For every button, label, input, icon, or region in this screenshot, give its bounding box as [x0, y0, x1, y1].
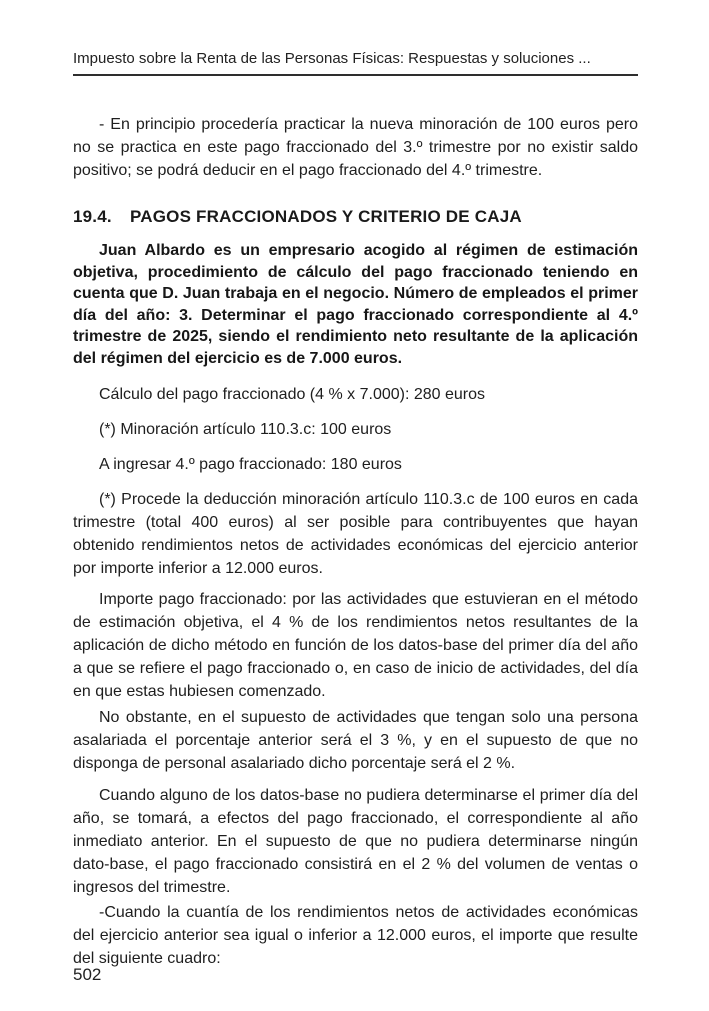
paragraph-cuando-cuantia: -Cuando la cuantía de los rendimientos netos de actividades económicas del ejercicio anterior sea igual o inferior a 12.000 euros, el importe que resulte del siguiente cuadro: — [73, 904, 638, 967]
paragraph-importe-pago-fraccionado: Importe pago fraccionado: por las actividades que estuvieran en el método de estimación objetiva, el 4 % de los rendimientos netos resultantes de la aplicación de dicho método en función de los datos-base del primer día del año a que se refiere el pago fraccionado o, en caso de inicio de actividades, del día en que estas hubiesen comenzado. — [73, 591, 638, 700]
paragraph-no-obstante: No obstante, en el supuesto de actividades que tengan solo una persona asalariada el porcentaje anterior será el 3 %, y en el supuesto de que no disponga de personal asalariado dicho porcentaje será el 2 %. — [73, 709, 638, 772]
page-number: 502 — [73, 965, 102, 984]
section-title: PAGOS FRACCIONADOS Y CRITERIO DE CAJA — [130, 207, 522, 226]
running-header: Impuesto sobre la Renta de las Personas Físicas: Respuestas y soluciones ... — [73, 49, 638, 76]
calculation-line-minoracion: (*) Minoración artículo 110.3.c: 100 euros — [99, 421, 392, 438]
section-heading — [73, 205, 638, 228]
calculation-line-a-ingresar: A ingresar 4.º pago fraccionado: 180 euros — [99, 456, 402, 473]
paragraph-case-statement: Juan Albardo es un empresario acogido al régimen de estimación objetiva, procedimiento de cálculo del pago fraccionado teniendo en cuenta que D. Juan trabaja en el negocio. Número de empleados el primer día del año: 3. Determinar el pago fraccionado correspondiente al 4.º trimestre de 2025, siendo el rendimiento neto resultante de la aplicación del régimen del ejercicio es de 7.000 euros. — [73, 242, 638, 367]
section-number: 19.4. — [73, 207, 112, 226]
calculation-line-pago-fraccionado: Cálculo del pago fraccionado (4 % x 7.000): 280 euros — [99, 386, 486, 403]
paragraph-intro: - En principio procedería practicar la nueva minoración de 100 euros pero no se practica en este pago fraccionado del 3.º trimestre por no existir saldo positivo; se podrá deducir en el pago fraccionado del 4.º trimestre. — [73, 116, 638, 179]
paragraph-note-deduccion: (*) Procede la deducción minoración artículo 110.3.c de 100 euros en cada trimestre (total 400 euros) al ser posible para contribuyentes que hayan obtenido rendimientos netos de actividades económicas del ejercicio anterior por importe inferior a 12.000 euros. — [73, 491, 638, 577]
paragraph-cuando-alguno-datos-base: Cuando alguno de los datos-base no pudiera determinarse el primer día del año, se tomará, a efectos del pago fraccionado, el correspondiente al año inmediato anterior. En el supuesto de que no pudiera determinarse ningún dato-base, el pago fraccionado consistirá en el 2 % del volumen de ventas o ingresos del trimestre. — [73, 787, 638, 896]
